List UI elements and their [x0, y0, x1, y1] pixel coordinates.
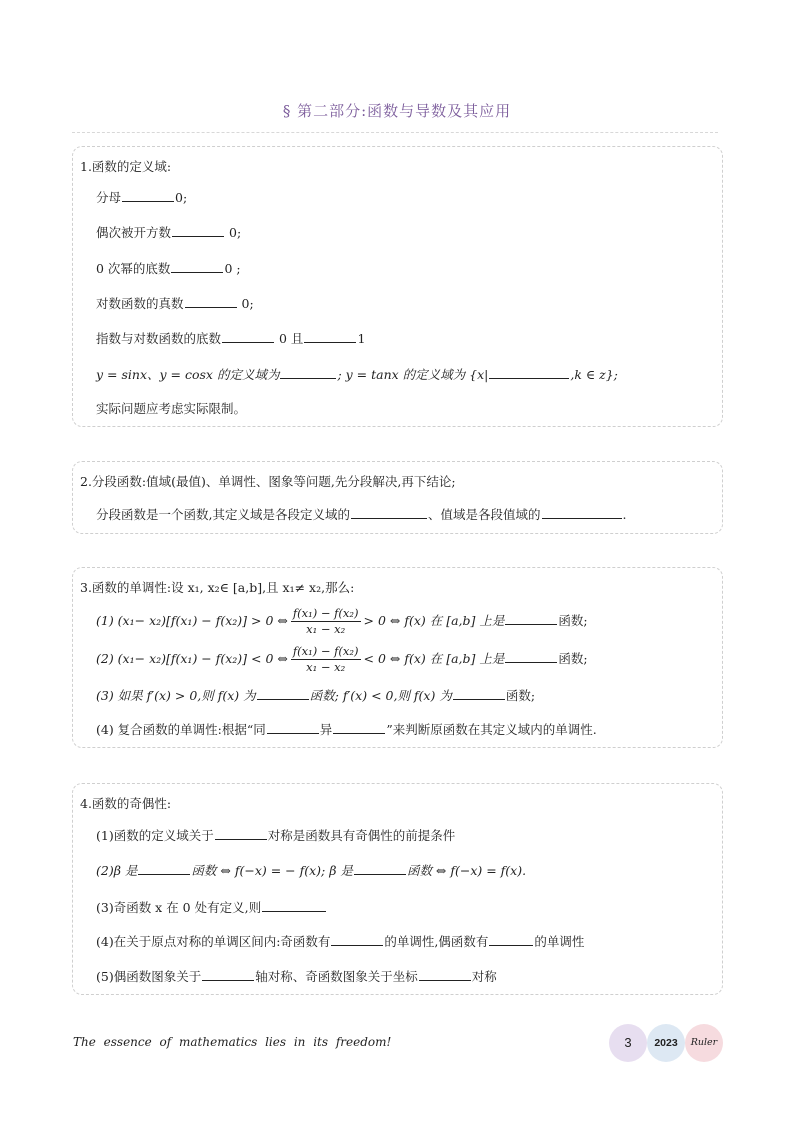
blank[interactable] — [489, 367, 569, 379]
s1-denominator: 分母 0; — [96, 190, 188, 205]
s1-practical: 实际问题应考虑实际限制。 — [96, 401, 247, 416]
s1-base: 指数与对数函数的底数 0 且 1 — [96, 331, 366, 346]
blank[interactable] — [257, 688, 309, 700]
blank[interactable] — [138, 863, 190, 875]
year-badge: 2023 — [647, 1024, 685, 1062]
section-domain — [72, 146, 723, 427]
blank[interactable] — [262, 900, 326, 912]
difference-quotient: $\frac{\text{f(x₁) − f(x₂)}}{\text{x₁ − x₂}}$ — [292, 606, 359, 636]
section3-heading: 3.函数的单调性:设 x₁, x₂∈ [a,b],且 x₁≠ x₂,那么: — [80, 580, 355, 595]
blank[interactable] — [453, 688, 505, 700]
s4-line3: (3)奇函数 x 在 0 处有定义,则 — [96, 900, 327, 916]
brand-badge: Ruler — [685, 1024, 723, 1062]
section1-heading: 1.函数的定义域: — [80, 159, 172, 174]
blank[interactable] — [122, 190, 174, 202]
s1-log-argument: 对数函数的真数 0; — [96, 296, 254, 311]
section2-heading: 2.分段函数:值域(最值)、单调性、图象等问题,先分段解决,再下结论; — [80, 474, 456, 489]
s1-even-root: 偶次被开方数 0; — [96, 225, 242, 240]
blank[interactable] — [171, 261, 223, 273]
blank[interactable] — [505, 651, 557, 663]
s1-zero-power: 0 次幂的底数 0 ; — [96, 261, 241, 276]
blank[interactable] — [505, 613, 557, 625]
s3-line2: (2) (x₁− x₂)[f(x₁) − f(x₂)] < 0 ⇔ $\frac{\text{f(x₁) − f(x₂)}}{\text{x₁ − x₂}}$ < 0 ⇔ f(x) 在 [a,b] 上是 函数; — [96, 644, 588, 674]
s4-line4: (4)在关于原点对称的单调区间内:奇函数有 的单调性,偶函数有 的单调性 — [96, 934, 585, 949]
section-piecewise — [72, 461, 723, 534]
blank[interactable] — [185, 296, 237, 308]
page-number-badge: 3 — [609, 1024, 647, 1062]
blank[interactable] — [215, 828, 267, 840]
blank[interactable] — [267, 722, 319, 734]
title-divider — [72, 132, 718, 133]
blank[interactable] — [333, 722, 385, 734]
difference-quotient: $\frac{\text{f(x₁) − f(x₂)}}{\text{x₁ − x₂}}$ — [292, 644, 359, 674]
s3-line1: (1) (x₁− x₂)[f(x₁) − f(x₂)] > 0 ⇔ $\frac{\text{f(x₁) − f(x₂)}}{\text{x₁ − x₂}}$ > 0 ⇔ f(x) 在 [a,b] 上是 函数; — [96, 606, 588, 636]
s4-line2: (2)β 是 函数 ⇔ f(−x) = − f(x); β 是 函数 ⇔ f(−x) = f(x). — [96, 863, 527, 878]
blank[interactable] — [222, 331, 274, 343]
s2-line: 分段函数是一个函数,其定义域是各段定义域的 、值域是各段值域的 . — [96, 507, 627, 522]
footer-quote: The essence of mathematics lies in its freedom! — [73, 1035, 392, 1049]
blank[interactable] — [354, 863, 406, 875]
s4-line5: (5)偶函数图象关于 轴对称、奇函数图象关于坐标 对称 — [96, 969, 497, 984]
blank[interactable] — [280, 367, 336, 379]
blank[interactable] — [419, 969, 471, 981]
blank[interactable] — [331, 934, 383, 946]
s3-line4: (4) 复合函数的单调性:根据“同 异 ”来判断原函数在其定义域内的单调性. — [96, 722, 597, 737]
s4-line1: (1)函数的定义域关于 对称是函数具有奇偶性的前提条件 — [96, 828, 456, 843]
blank[interactable] — [542, 507, 622, 519]
blank[interactable] — [172, 225, 224, 237]
blank[interactable] — [202, 969, 254, 981]
section-monotonicity — [72, 567, 723, 748]
section4-heading: 4.函数的奇偶性: — [80, 796, 172, 811]
page-title: § 第二部分:函数与导数及其应用 — [282, 102, 512, 120]
s3-line3: (3) 如果 f′(x) > 0,则 f(x) 为 函数; f′(x) < 0,则 f(x) 为 函数; — [96, 688, 536, 703]
blank[interactable] — [351, 507, 427, 519]
blank[interactable] — [304, 331, 356, 343]
blank[interactable] — [489, 934, 533, 946]
s1-trig: y = sinx、y = cosx 的定义域为 ; y = tanx 的定义域为 {x| ,k ∈ z}; — [96, 367, 618, 382]
section-parity — [72, 783, 723, 995]
